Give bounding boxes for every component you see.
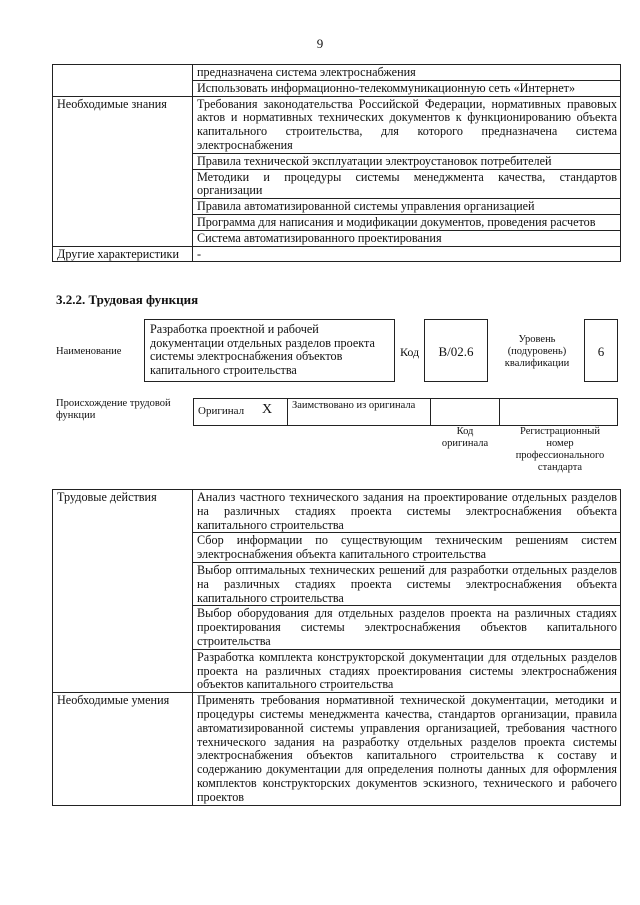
table-cell: Требования законодательства Российской Федерации, нормативных правовых актов и нормативных технических документов к функционированию объекта капитального строительства, для которого предназначена система электроснабжения	[193, 96, 621, 153]
table-row	[53, 693, 621, 805]
table-row	[53, 65, 621, 81]
labor-actions-table	[52, 489, 621, 806]
table-cell: Методики и процедуры системы менеджмента качества, стандартов организации	[193, 169, 621, 199]
table-cell: Программа для написания и модификации документов, проведения расчетов	[193, 214, 621, 230]
code-label: Код	[400, 345, 420, 359]
name-label: Наименование	[56, 346, 122, 357]
table-label-cell: Необходимые умения	[53, 693, 193, 805]
table-cell: Сбор информации по существующим техническим решениям систем электроснабжения объекта капитального строительства	[193, 533, 621, 563]
reg-number-caption: Регистрационный номер профессионального стандарта	[515, 426, 605, 473]
table-cell: Применять требования нормативной технической документации, методики и процедуры системы менеджмента качества, стандартов организации, правила автоматизированной системы управления организацией, требования частного технического задания на разработку отдельных разделов проекта системы электроснабжения объектов капитального строительства к составу и содержанию документации для определения полноты данных для оформления комплектов конструкторских документов эскизного, технического и рабочего проектов	[193, 693, 621, 805]
original-mark: X	[262, 402, 273, 417]
table-cell: Правила автоматизированной системы управления организацией	[193, 199, 621, 215]
table-cell: Система автоматизированного проектирования	[193, 230, 621, 246]
origin-code-caption: Код оригинала	[441, 426, 489, 449]
level-value-box: 6	[584, 319, 618, 382]
section-heading: 3.2.2. Трудовая функция	[56, 292, 199, 307]
origin-code-cell	[430, 398, 500, 426]
borrowed-cell: Заимствовано из оригинала	[287, 398, 431, 426]
table-cell: -	[193, 246, 621, 262]
table-cell: Правила технической эксплуатации электроустановок потребителей	[193, 153, 621, 169]
table-label-cell: Другие характеристики	[53, 246, 193, 262]
code-value-box: B/02.6	[424, 319, 488, 382]
table-cell: предназначена система электроснабжения	[193, 65, 621, 81]
table-cell: Выбор оборудования для отдельных разделов проекта на различных стадиях проектирования системы электроснабжения объектов капитального строительства	[193, 606, 621, 649]
table-cell: Использовать информационно-телекоммуникационную сеть «Интернет»	[193, 80, 621, 96]
table-label-cell: Трудовые действия	[53, 490, 193, 693]
table-label-cell	[53, 65, 193, 97]
table-row	[53, 246, 621, 262]
table-cell: Выбор оптимальных технических решений для разработки отдельных разделов на различных стадиях проекта системы электроснабжения объекта капитального строительства	[193, 562, 621, 605]
page-number: 9	[316, 36, 324, 51]
reg-number-cell	[499, 398, 618, 426]
table-label-cell: Необходимые знания	[53, 96, 193, 246]
table-cell: Разработка комплекта конструкторской документации для отдельных разделов проекта на различных стадиях проектирования системы электроснабжения объектов капитального строительства	[193, 649, 621, 692]
origin-label: Происхождение трудовой функции	[56, 398, 171, 421]
table-cell: Анализ частного технического задания на проектирование отдельных разделов на различных стадиях проекта системы электроснабжения объекта капитального строительства	[193, 490, 621, 533]
level-label: Уровень (подуровень) квалификации	[504, 334, 570, 369]
table-row	[53, 490, 621, 533]
original-label: Оригинал	[198, 405, 245, 417]
function-name-box: Разработка проектной и рабочей документации отдельных разделов проекта системы электроснабжения объектов капитального строительства	[144, 319, 395, 382]
table-row	[53, 96, 621, 153]
knowledge-table	[52, 64, 621, 262]
